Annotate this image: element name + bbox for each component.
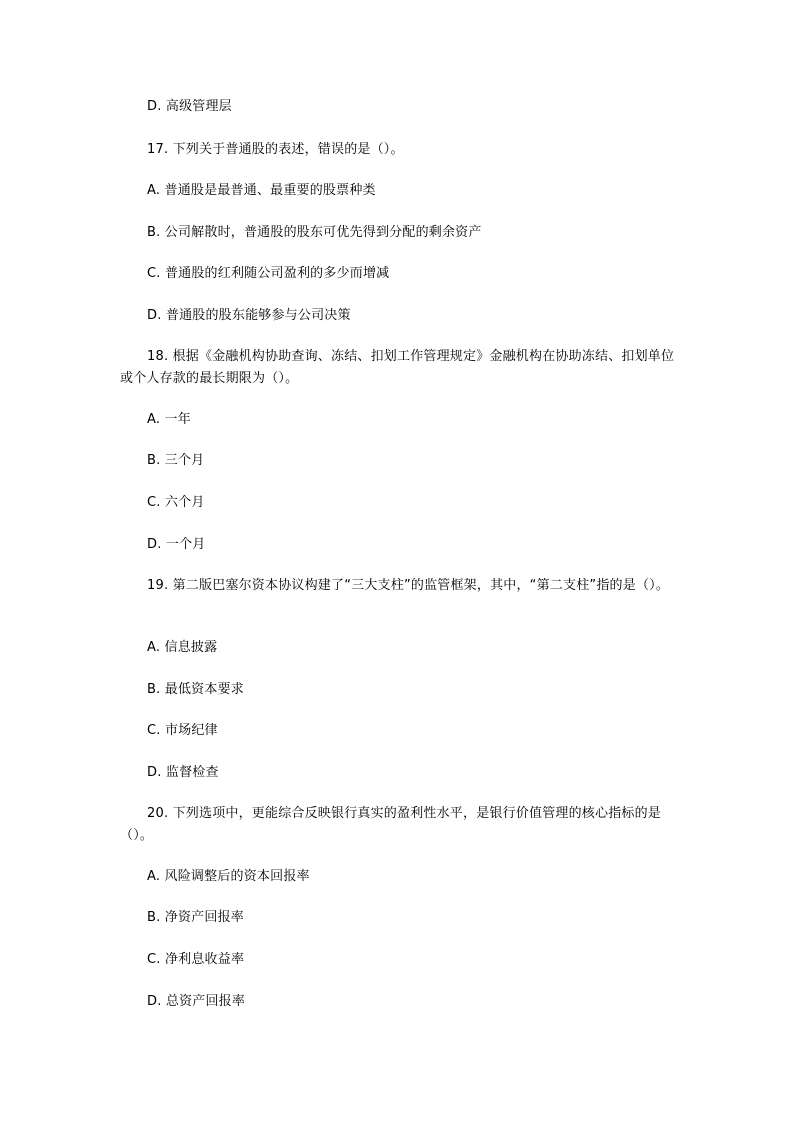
q17-stem: 17. 下列关于普通股的表述，错误的是（）。 <box>147 142 404 157</box>
q17-option-b: B. 公司解散时，普通股的股东可优先得到分配的剩余资产 <box>147 225 482 240</box>
q20-option-a: A. 风险调整后的资本回报率 <box>147 869 310 884</box>
q19-option-c: C. 市场纪律 <box>147 723 218 738</box>
q18-option-a: A. 一年 <box>147 412 191 427</box>
q19-stem: 19. 第二版巴塞尔资本协议构建了“三大支柱”的监管框架，其中，“第二支柱”指的是（）。 <box>147 578 670 593</box>
q17-option-d: D. 普通股的股东能够参与公司决策 <box>147 308 351 323</box>
q20-option-d: D. 总资产回报率 <box>147 994 246 1009</box>
q20-option-c: C. 净利息收益率 <box>147 952 245 967</box>
q17-option-c: C. 普通股的红利随公司盈利的多少而增减 <box>147 266 390 281</box>
q18-option-d: D. 一个月 <box>147 537 206 552</box>
q18-stem: 18. 根据《金融机构协助查询、冻结、扣划工作管理规定》金融机构在协助冻结、扣划单位或个人存款的最长期限为（）。 <box>120 349 675 386</box>
q19-option-a: A. 信息披露 <box>147 640 218 655</box>
q18-option-b: B. 三个月 <box>147 453 205 468</box>
q16-option-d: D. 高级管理层 <box>147 99 232 114</box>
q20-option-b: B. 净资产回报率 <box>147 910 244 925</box>
q19-option-d: D. 监督检查 <box>147 765 219 780</box>
q18-option-c: C. 六个月 <box>147 495 205 510</box>
q20-stem: 20. 下列选项中，更能综合反映银行真实的盈利性水平，是银行价值管理的核心指标的是（）。 <box>120 806 662 843</box>
q19-option-b: B. 最低资本要求 <box>147 682 244 697</box>
q17-option-a: A. 普通股是最普通、最重要的股票种类 <box>147 183 376 198</box>
